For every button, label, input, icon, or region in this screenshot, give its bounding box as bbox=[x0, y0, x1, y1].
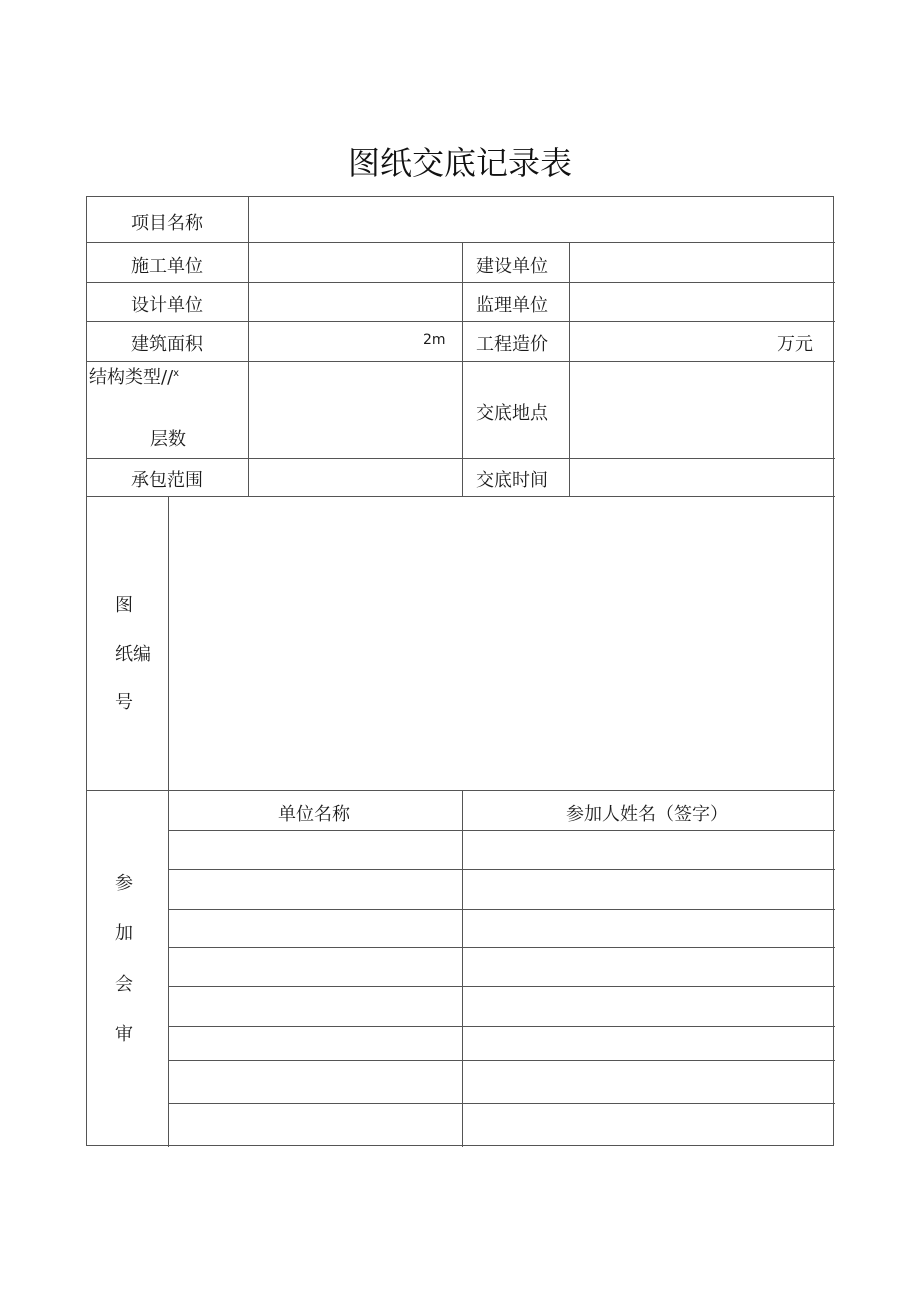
label-design-unit: 设计单位 bbox=[131, 295, 203, 316]
label-project-cost: 工程造价 bbox=[476, 334, 548, 355]
label-construction-unit: 施工单位 bbox=[131, 256, 203, 277]
label-drawing-3: 号 bbox=[115, 692, 133, 713]
row-divider bbox=[87, 458, 835, 459]
label-drawing-2: 纸编 bbox=[115, 644, 151, 665]
row-divider bbox=[168, 1026, 835, 1027]
label-review-4: 审 bbox=[115, 1024, 133, 1045]
label-handover-time: 交底时间 bbox=[476, 470, 548, 491]
row-divider bbox=[168, 909, 835, 910]
page-title: 图纸交底记录表 bbox=[347, 144, 572, 182]
structure-mark: x bbox=[173, 368, 180, 379]
col-divider bbox=[462, 242, 463, 496]
label-structure-type bbox=[89, 363, 179, 389]
row-divider bbox=[87, 242, 835, 243]
label-owner-unit: 建设单位 bbox=[476, 256, 548, 277]
label-floors: 层数 bbox=[150, 429, 186, 450]
label-handover-location: 交底地点 bbox=[476, 403, 548, 424]
row-divider bbox=[168, 1060, 835, 1061]
col-divider bbox=[248, 197, 249, 496]
cost-unit: 万元 bbox=[777, 334, 813, 355]
row-divider bbox=[87, 361, 835, 362]
label-review-1: 参 bbox=[115, 873, 133, 894]
row-divider bbox=[168, 1103, 835, 1104]
row-divider bbox=[168, 986, 835, 987]
area-unit: 2m bbox=[423, 332, 446, 348]
row-divider bbox=[168, 947, 835, 948]
label-review-2: 加 bbox=[115, 923, 133, 944]
label-review-3: 会 bbox=[115, 974, 133, 995]
handover-form-table bbox=[86, 196, 834, 1146]
structure-type-text: 结构类型// bbox=[89, 367, 174, 388]
row-divider bbox=[87, 790, 835, 791]
col-divider bbox=[168, 496, 169, 1147]
col-divider bbox=[462, 790, 463, 1147]
row-divider bbox=[168, 830, 835, 831]
label-building-area: 建筑面积 bbox=[131, 334, 203, 355]
row-divider bbox=[168, 869, 835, 870]
label-project-name: 项目名称 bbox=[131, 213, 203, 234]
label-contract-scope: 承包范围 bbox=[131, 470, 203, 491]
col-header-participant: 参加人姓名（签字） bbox=[566, 804, 728, 825]
label-supervision-unit: 监理单位 bbox=[476, 295, 548, 316]
row-divider bbox=[87, 282, 835, 283]
label-drawing-1: 图 bbox=[115, 595, 133, 616]
col-header-unit-name: 单位名称 bbox=[278, 804, 350, 825]
row-divider bbox=[87, 496, 835, 497]
col-divider bbox=[569, 242, 570, 496]
row-divider bbox=[87, 321, 835, 322]
